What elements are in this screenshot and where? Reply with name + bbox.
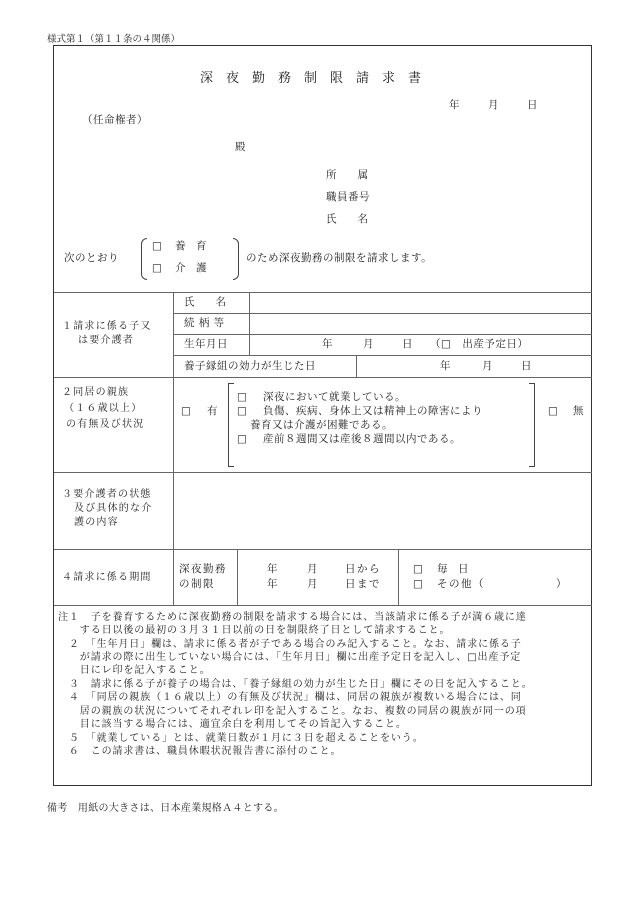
note-line: ３ 請求に係る子が養子の場合は、「養子縁組の効力が生じた日」欄にその日を記入すること。	[58, 679, 533, 690]
adoption-month: 月	[482, 360, 493, 372]
birthdate-day: 日	[402, 338, 413, 350]
birthdate-label: 生年月日	[184, 338, 228, 350]
note-line: ６ この請求書は、職員休暇状況報告書に添付のこと。	[58, 746, 342, 757]
note-line: ２ 「生年月日」欄は、請求に係る者が子である場合のみ記入すること。なお、請求に係る子	[58, 639, 522, 650]
column-divider	[398, 549, 399, 605]
period-to-month: 月	[307, 578, 318, 590]
adoption-day: 日	[521, 360, 532, 372]
affiliation-label: 所 属	[326, 169, 368, 181]
note-line: ５ 「就業している」とは、就業日数が１月に３日を超えることをいう。	[58, 733, 424, 744]
period-to-day: 日まで	[345, 578, 381, 590]
left-bracket	[141, 238, 147, 280]
condition-text-2b: 養育又は介護が困難である。	[250, 419, 393, 431]
note-line: 居の親族の状況についてそれぞれレ印を記入すること。なお、複数の同居の親族が同一の項	[58, 706, 527, 717]
note-line: が請求の際に出生していない場合には、「生年月日」欄に出産予定日を記入し、□出産予定	[58, 652, 522, 663]
section1-heading-line2: は要介護者	[78, 335, 134, 346]
birthdate-field[interactable]	[250, 335, 591, 355]
section1-heading-line1: １請求に係る子又	[62, 321, 152, 332]
birthdate-year: 年	[322, 338, 333, 350]
note-line: する日以後の最初の３月３１日以前の日を制限終了日として請求すること。	[58, 625, 451, 636]
form-title: 深夜勤務制限請求書	[200, 71, 435, 86]
family-yes-label: 有	[207, 405, 218, 417]
section2-heading-line3: の有無及び状況	[66, 419, 145, 430]
request-prefix: 次のとおり	[64, 252, 119, 264]
condition-text-3: 産前８週間又は産後８週間以内である。	[263, 433, 461, 445]
adoption-date-label: 養子縁組の効力が生じた日	[184, 360, 316, 372]
condition-checkbox-2[interactable]: □	[237, 405, 248, 417]
care-details-field[interactable]	[174, 473, 591, 549]
section2-heading-line2: （１６歳以上）	[64, 403, 143, 414]
birthdate-month: 月	[363, 338, 374, 350]
note-line: 日にレ印を記入すること。	[58, 665, 211, 676]
section3-heading-line1: ３要介護者の状態	[62, 489, 152, 500]
child-name-field[interactable]	[250, 293, 591, 313]
relation-label: 続 柄 等	[184, 317, 225, 329]
relation-field[interactable]	[250, 314, 591, 334]
period-to-year: 年	[267, 578, 278, 590]
adoption-year: 年	[440, 360, 451, 372]
other-label: その他（	[437, 578, 485, 590]
section4-sub-line1: 深夜勤務	[179, 563, 227, 575]
column-divider	[173, 292, 174, 605]
adoption-date-field[interactable]	[357, 356, 591, 377]
appointer-label: （任命権者）	[82, 114, 148, 126]
care-type-label-nursing: 介 護	[175, 262, 207, 274]
name-label: 氏 名	[326, 213, 368, 225]
family-no-checkbox[interactable]: □	[548, 405, 559, 417]
other-input[interactable]	[490, 576, 555, 590]
form-label: 様式第１（第１１条の４関係）	[47, 34, 181, 45]
other-close-paren: ）	[556, 578, 567, 590]
condition-text-1: 深夜において就業している。	[263, 391, 406, 403]
family-no-label: 無	[573, 405, 584, 417]
section4-heading: ４請求に係る期間	[62, 572, 152, 583]
section-divider	[54, 605, 592, 606]
right-bracket	[529, 383, 535, 467]
section4-sub-line2: の制限	[179, 578, 215, 590]
date-day-label: 日	[527, 99, 538, 111]
other-checkbox[interactable]: □	[413, 578, 424, 590]
condition-checkbox-1[interactable]: □	[237, 391, 248, 403]
condition-checkbox-3[interactable]: □	[237, 433, 248, 445]
date-year-label: 年	[449, 99, 460, 111]
everyday-label: 毎 日	[437, 563, 469, 575]
period-from-year: 年	[267, 563, 278, 575]
honorific: 殿	[235, 141, 246, 153]
family-yes-checkbox[interactable]: □	[181, 405, 192, 417]
remark: 備考 用紙の大きさは、日本産業規格Ａ４とする。	[47, 803, 284, 814]
date-month-label: 月	[488, 99, 499, 111]
period-from-day: 日から	[345, 563, 381, 575]
section3-heading-line3: 護の内容	[74, 517, 119, 528]
request-suffix: のため深夜勤務の制限を請求します。	[246, 252, 433, 264]
everyday-checkbox[interactable]: □	[413, 563, 424, 575]
care-type-checkbox-nursing[interactable]: □	[152, 262, 163, 274]
note-line: 目に該当する場合には、適宜余白を利用してその旨記入すること。	[58, 719, 407, 730]
care-type-label-childcare: 養 育	[175, 240, 207, 252]
staff-number-label: 職員番号	[326, 191, 370, 203]
section2-heading-line1: ２同居の親族	[62, 387, 130, 398]
note-line: 注１ 子を養育するために深夜勤務の制限を請求する場合には、当該請求に係る子が満６歳に達	[58, 612, 527, 623]
care-type-checkbox-childcare[interactable]: □	[152, 240, 163, 252]
condition-text-2: 負傷、疾病、身体上又は精神上の障害により	[263, 405, 483, 417]
child-name-label: 氏 名	[184, 296, 226, 308]
expected-birth-checkbox[interactable]: （□ 出産予定日）	[430, 338, 529, 350]
right-bracket	[233, 238, 239, 280]
note-line: ４ 「同居の親族（１６歳以上）の有無及び状況」欄は、同居の親族が複数いる場合には、同	[58, 692, 522, 703]
left-bracket	[228, 383, 234, 467]
section3-heading-line2: 及び具体的な介	[74, 503, 153, 514]
period-from-month: 月	[307, 563, 318, 575]
section-divider	[54, 377, 592, 378]
